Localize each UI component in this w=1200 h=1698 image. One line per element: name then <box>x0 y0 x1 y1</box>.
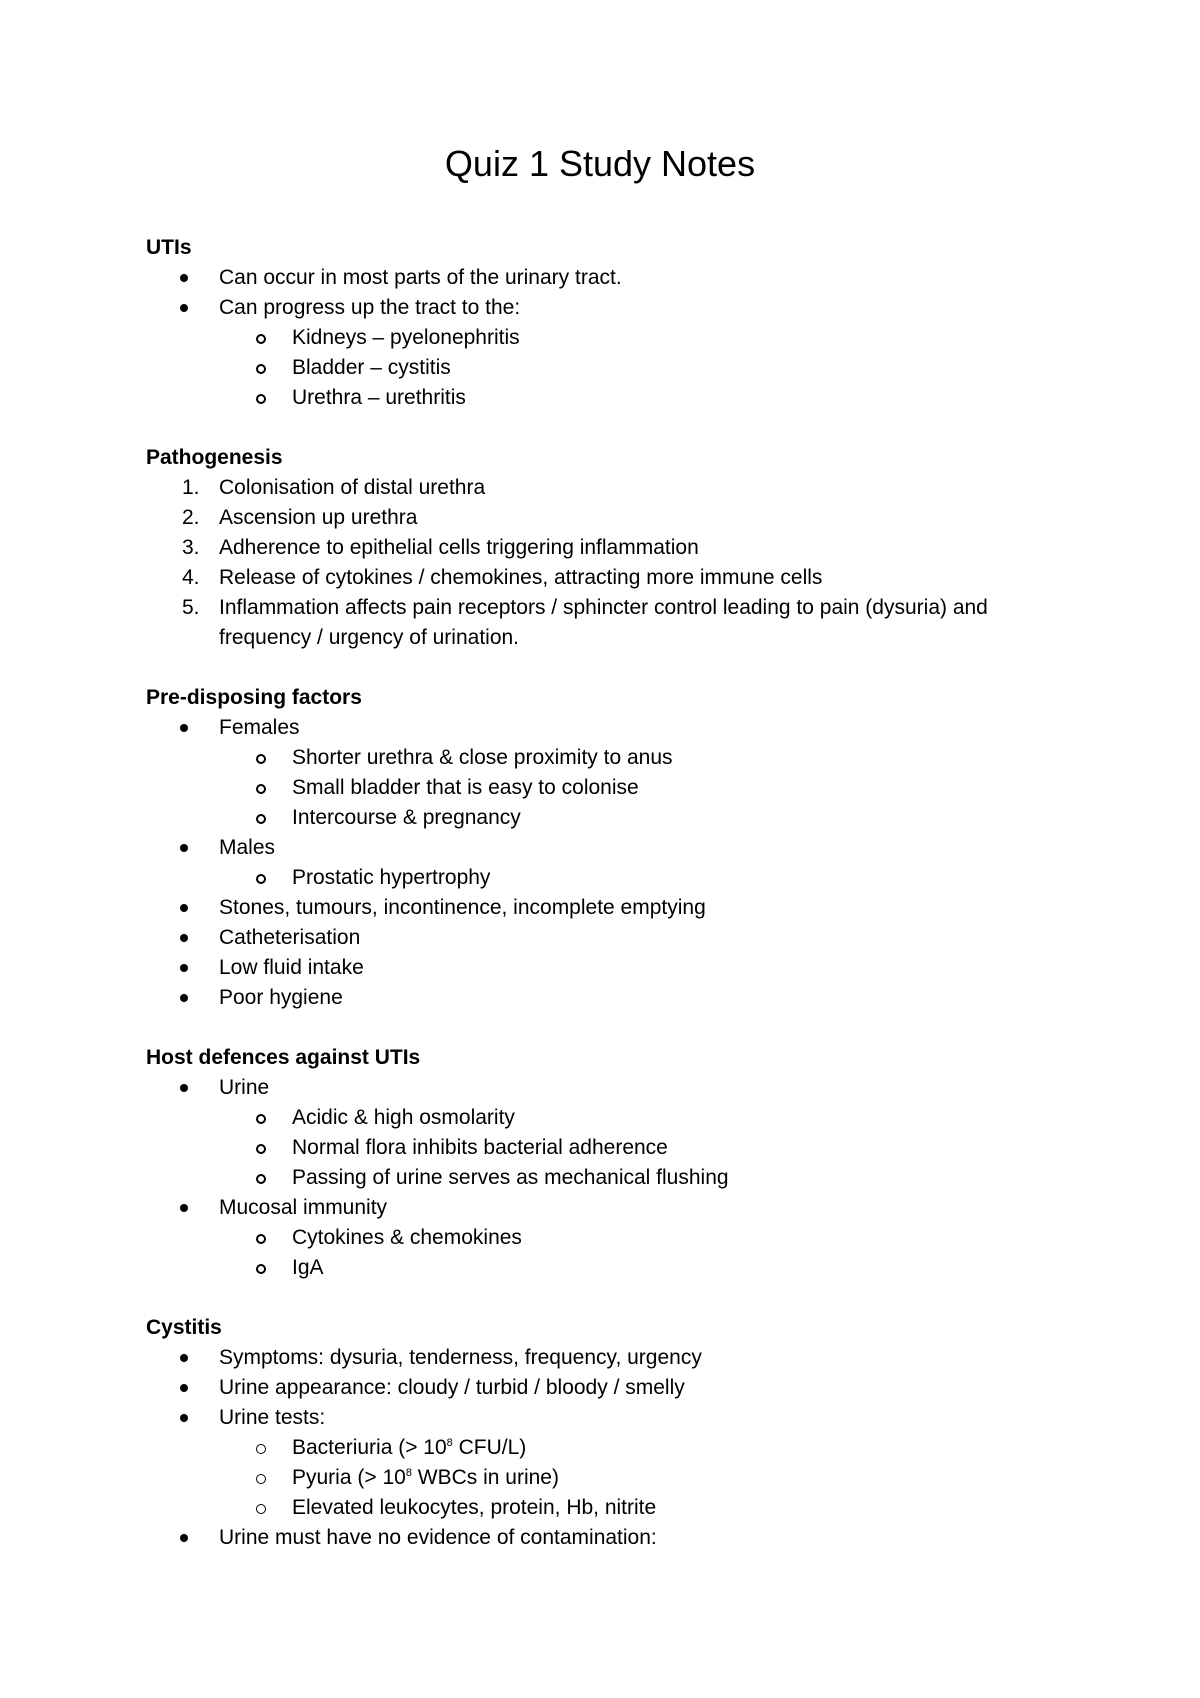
list-number: 1. <box>182 476 200 499</box>
list-item: Males <box>146 833 1076 863</box>
sub-list-item: Shorter urethra & close proximity to anus <box>146 743 1076 773</box>
circle-bullet-icon <box>256 334 266 344</box>
sub-list-item: Passing of urine serves as mechanical flushing <box>146 1163 1076 1193</box>
bullet-icon <box>180 844 188 852</box>
bullet-icon <box>180 304 188 312</box>
bullet-icon <box>180 1354 188 1362</box>
circle-bullet-icon <box>256 1174 266 1184</box>
list-number: 2. <box>182 506 200 529</box>
list-item: Mucosal immunity <box>146 1193 1076 1223</box>
list-item: Low fluid intake <box>146 953 1076 983</box>
sub-list-item: Urethra – urethritis <box>146 383 1076 413</box>
sub-list-item: Normal flora inhibits bacterial adherence <box>146 1133 1076 1163</box>
list-item: Females <box>146 713 1076 743</box>
circle-bullet-icon <box>256 1504 266 1514</box>
sub-list-item: Small bladder that is easy to colonise <box>146 773 1076 803</box>
circle-bullet-icon <box>256 1234 266 1244</box>
section-heading: UTIs <box>146 236 192 259</box>
bullet-list <box>146 1073 1076 1283</box>
circle-bullet-icon <box>256 394 266 404</box>
circle-bullet-icon <box>256 1474 266 1484</box>
list-item: 4. Release of cytokines / chemokines, attracting more immune cells <box>146 563 1076 593</box>
section-heading: Host defences against UTIs <box>146 1046 421 1069</box>
bullet-icon <box>180 274 188 282</box>
list-number: 3. <box>182 536 200 559</box>
section-predisposing-factors <box>146 683 1076 1013</box>
bullet-list <box>146 1343 1076 1553</box>
bullet-icon <box>180 1414 188 1422</box>
section-cystitis <box>146 1313 1076 1553</box>
list-item: Urine tests: <box>146 1403 1076 1433</box>
sub-list-item: Bacteriuria (> $10^8$ CFU/L) <box>146 1433 1076 1463</box>
list-item: Stones, tumours, incontinence, incomplete emptying <box>146 893 1076 923</box>
section-pathogenesis <box>146 443 1076 653</box>
page-title: Quiz 1 Study Notes <box>444 143 756 184</box>
bullet-icon <box>180 904 188 912</box>
bullet-icon <box>180 1084 188 1092</box>
sub-list-item: Cytokines & chemokines <box>146 1223 1076 1253</box>
notes-content <box>146 233 1076 1583</box>
list-item: 2. Ascension up urethra <box>146 503 1076 533</box>
list-item: Urine appearance: cloudy / turbid / bloody / smelly <box>146 1373 1076 1403</box>
sub-list-item: Intercourse & pregnancy <box>146 803 1076 833</box>
list-item: 1. Colonisation of distal urethra <box>146 473 1076 503</box>
section-heading: Pre-disposing factors <box>146 686 362 709</box>
bullet-icon <box>180 964 188 972</box>
circle-bullet-icon <box>256 1444 266 1454</box>
section-heading: Pathogenesis <box>146 446 283 469</box>
circle-bullet-icon <box>256 364 266 374</box>
list-item: Can progress up the tract to the: <box>146 293 1076 323</box>
list-item: Symptoms: dysuria, tenderness, frequency, urgency <box>146 1343 1076 1373</box>
numbered-list <box>146 473 1076 653</box>
section-heading: Cystitis <box>146 1316 222 1339</box>
sub-list-item: Acidic & high osmolarity <box>146 1103 1076 1133</box>
list-item: Urine must have no evidence of contamination: <box>146 1523 1076 1553</box>
bullet-icon <box>180 1384 188 1392</box>
sub-list-item: IgA <box>146 1253 1076 1283</box>
circle-bullet-icon <box>256 1144 266 1154</box>
circle-bullet-icon <box>256 784 266 794</box>
list-item: Poor hygiene <box>146 983 1076 1013</box>
section-utis <box>146 233 1076 413</box>
sub-list-item: Pyuria (> $10^8$ WBCs in urine) <box>146 1463 1076 1493</box>
list-item: Catheterisation <box>146 923 1076 953</box>
bullet-icon <box>180 724 188 732</box>
bullet-icon <box>180 994 188 1002</box>
circle-bullet-icon <box>256 1114 266 1124</box>
list-number: 4. <box>182 566 200 589</box>
circle-bullet-icon <box>256 814 266 824</box>
bullet-list <box>146 263 1076 413</box>
section-host-defences <box>146 1043 1076 1283</box>
bullet-list <box>146 713 1076 1013</box>
circle-bullet-icon <box>256 754 266 764</box>
sub-list-item: Kidneys – pyelonephritis <box>146 323 1076 353</box>
sub-list-item: Elevated leukocytes, protein, Hb, nitrite <box>146 1493 1076 1523</box>
list-item: Urine <box>146 1073 1076 1103</box>
list-item: Can occur in most parts of the urinary tract. <box>146 263 1076 293</box>
list-number: 5. <box>182 596 200 619</box>
sub-list-item: Prostatic hypertrophy <box>146 863 1076 893</box>
bullet-icon <box>180 1534 188 1542</box>
circle-bullet-icon <box>256 1264 266 1274</box>
bullet-icon <box>180 1204 188 1212</box>
sub-list-item: Bladder – cystitis <box>146 353 1076 383</box>
list-item: 3. Adherence to epithelial cells triggering inflammation <box>146 533 1076 563</box>
list-item: 5. Inflammation affects pain receptors / sphincter control leading to pain (dysuria) and frequency / urgency of urination. <box>146 593 1076 653</box>
bullet-icon <box>180 934 188 942</box>
circle-bullet-icon <box>256 874 266 884</box>
